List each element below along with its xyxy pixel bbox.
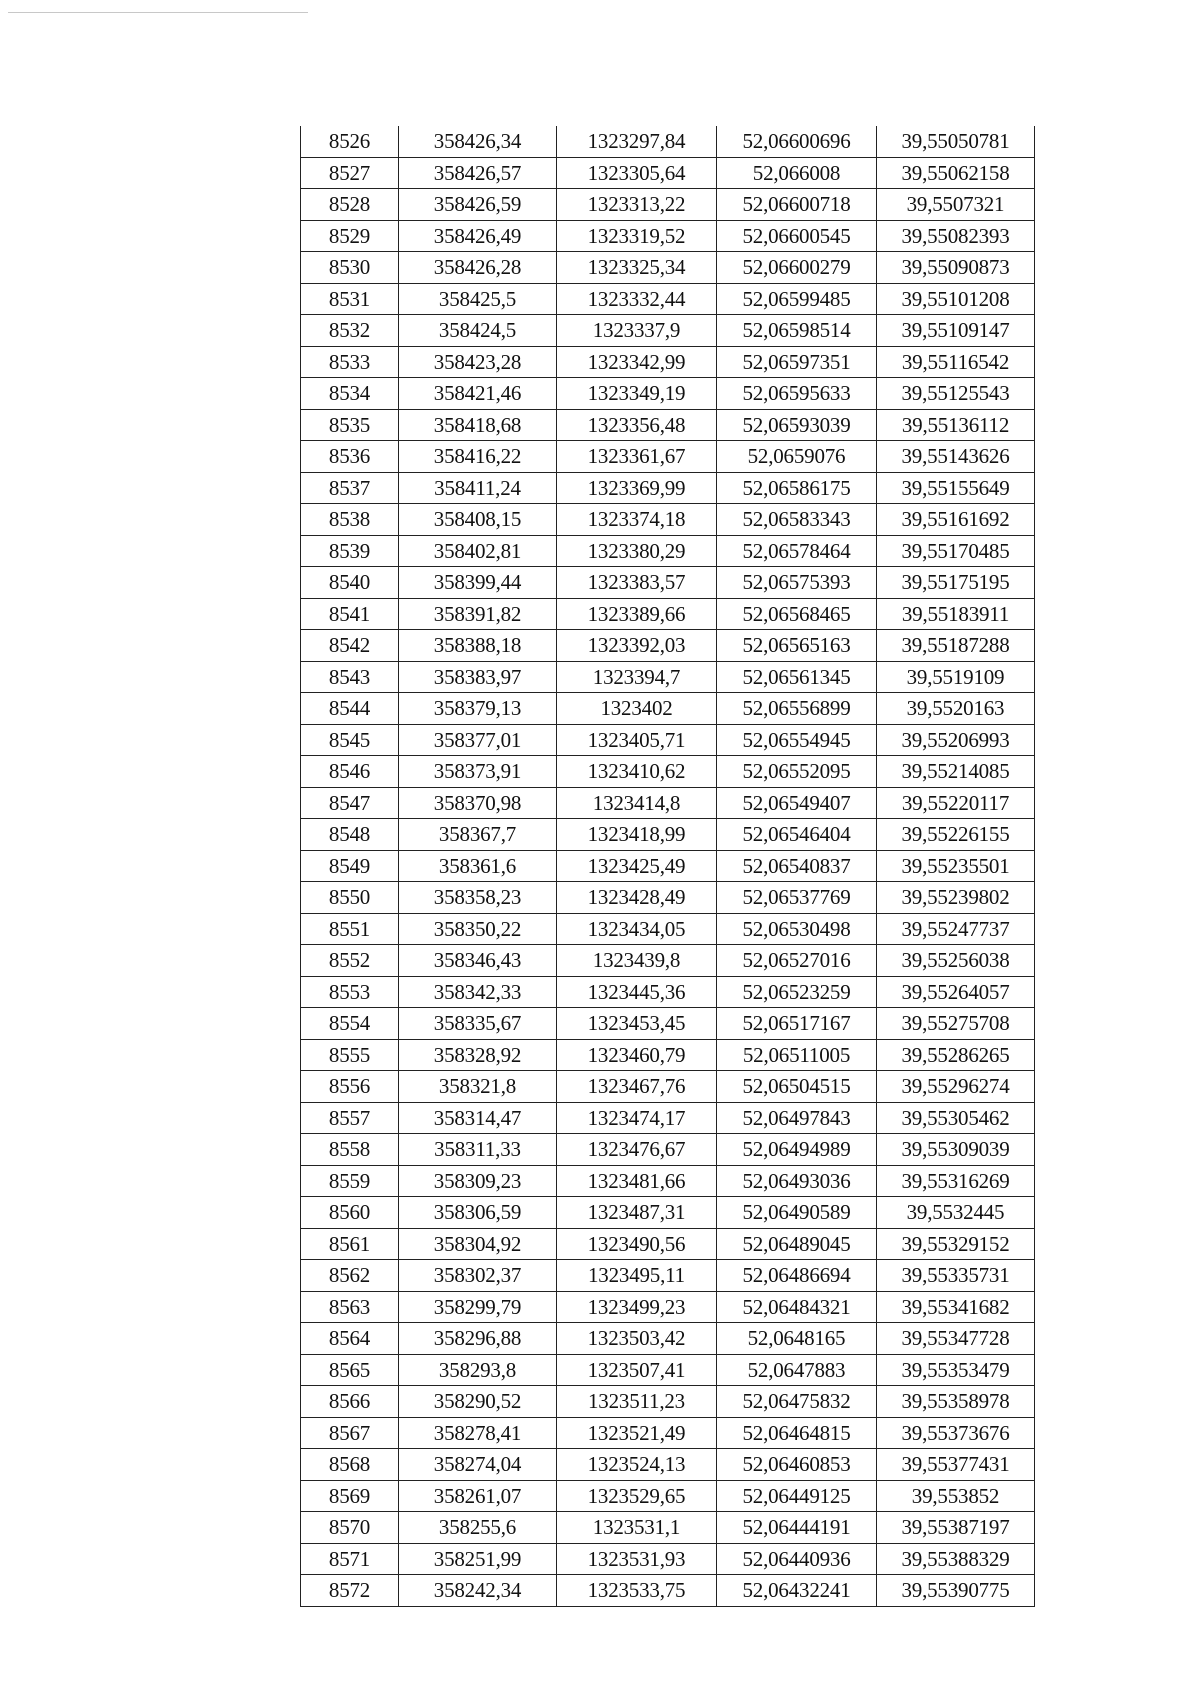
table-row — [301, 1291, 1035, 1323]
point-number-cell: 8567 — [301, 1417, 399, 1449]
x-coordinate-cell: 358302,37 — [399, 1260, 557, 1292]
x-coordinate-cell: 358426,57 — [399, 157, 557, 189]
point-number-cell: 8542 — [301, 630, 399, 662]
longitude-cell: 39,55275708 — [877, 1008, 1035, 1040]
point-number-cell: 8548 — [301, 819, 399, 851]
longitude-cell: 39,5519109 — [877, 661, 1035, 693]
y-coordinate-cell: 1323313,22 — [557, 189, 717, 221]
latitude-cell: 52,06600718 — [717, 189, 877, 221]
longitude-cell: 39,55373676 — [877, 1417, 1035, 1449]
latitude-cell: 52,06490589 — [717, 1197, 877, 1229]
latitude-cell: 52,06595633 — [717, 378, 877, 410]
longitude-cell: 39,55358978 — [877, 1386, 1035, 1418]
x-coordinate-cell: 358278,41 — [399, 1417, 557, 1449]
y-coordinate-cell: 1323414,8 — [557, 787, 717, 819]
table-row — [301, 1260, 1035, 1292]
longitude-cell: 39,55296274 — [877, 1071, 1035, 1103]
point-number-cell: 8563 — [301, 1291, 399, 1323]
y-coordinate-cell: 1323332,44 — [557, 283, 717, 315]
longitude-cell: 39,55187288 — [877, 630, 1035, 662]
y-coordinate-cell: 1323342,99 — [557, 346, 717, 378]
table-row — [301, 1575, 1035, 1607]
table-row — [301, 787, 1035, 819]
y-coordinate-cell: 1323434,05 — [557, 913, 717, 945]
x-coordinate-cell: 358309,23 — [399, 1165, 557, 1197]
point-number-cell: 8527 — [301, 157, 399, 189]
point-number-cell: 8559 — [301, 1165, 399, 1197]
latitude-cell: 52,06552095 — [717, 756, 877, 788]
scan-artifact-line — [8, 12, 308, 13]
y-coordinate-cell: 1323428,49 — [557, 882, 717, 914]
longitude-cell: 39,55136112 — [877, 409, 1035, 441]
coordinates-table — [300, 126, 1035, 1607]
y-coordinate-cell: 1323499,23 — [557, 1291, 717, 1323]
longitude-cell: 39,55170485 — [877, 535, 1035, 567]
table-row — [301, 472, 1035, 504]
x-coordinate-cell: 358251,99 — [399, 1543, 557, 1575]
table-row — [301, 1386, 1035, 1418]
y-coordinate-cell: 1323380,29 — [557, 535, 717, 567]
point-number-cell: 8565 — [301, 1354, 399, 1386]
latitude-cell: 52,06530498 — [717, 913, 877, 945]
table-row — [301, 976, 1035, 1008]
point-number-cell: 8557 — [301, 1102, 399, 1134]
y-coordinate-cell: 1323521,49 — [557, 1417, 717, 1449]
point-number-cell: 8569 — [301, 1480, 399, 1512]
point-number-cell: 8535 — [301, 409, 399, 441]
y-coordinate-cell: 1323383,57 — [557, 567, 717, 599]
table-row — [301, 1228, 1035, 1260]
latitude-cell: 52,06549407 — [717, 787, 877, 819]
y-coordinate-cell: 1323361,67 — [557, 441, 717, 473]
x-coordinate-cell: 358402,81 — [399, 535, 557, 567]
point-number-cell: 8543 — [301, 661, 399, 693]
table-row — [301, 157, 1035, 189]
table-row — [301, 252, 1035, 284]
longitude-cell: 39,5507321 — [877, 189, 1035, 221]
longitude-cell: 39,55387197 — [877, 1512, 1035, 1544]
x-coordinate-cell: 358379,13 — [399, 693, 557, 725]
longitude-cell: 39,55305462 — [877, 1102, 1035, 1134]
longitude-cell: 39,55286265 — [877, 1039, 1035, 1071]
latitude-cell: 52,06575393 — [717, 567, 877, 599]
latitude-cell: 52,06537769 — [717, 882, 877, 914]
latitude-cell: 52,06504515 — [717, 1071, 877, 1103]
x-coordinate-cell: 358261,07 — [399, 1480, 557, 1512]
longitude-cell: 39,55050781 — [877, 126, 1035, 157]
table-row — [301, 850, 1035, 882]
x-coordinate-cell: 358367,7 — [399, 819, 557, 851]
x-coordinate-cell: 358255,6 — [399, 1512, 557, 1544]
x-coordinate-cell: 358290,52 — [399, 1386, 557, 1418]
latitude-cell: 52,06527016 — [717, 945, 877, 977]
y-coordinate-cell: 1323476,67 — [557, 1134, 717, 1166]
point-number-cell: 8554 — [301, 1008, 399, 1040]
x-coordinate-cell: 358426,59 — [399, 189, 557, 221]
latitude-cell: 52,06484321 — [717, 1291, 877, 1323]
latitude-cell: 52,06523259 — [717, 976, 877, 1008]
y-coordinate-cell: 1323394,7 — [557, 661, 717, 693]
longitude-cell: 39,55206993 — [877, 724, 1035, 756]
longitude-cell: 39,55388329 — [877, 1543, 1035, 1575]
y-coordinate-cell: 1323533,75 — [557, 1575, 717, 1607]
point-number-cell: 8562 — [301, 1260, 399, 1292]
x-coordinate-cell: 358346,43 — [399, 945, 557, 977]
latitude-cell: 52,06486694 — [717, 1260, 877, 1292]
point-number-cell: 8561 — [301, 1228, 399, 1260]
latitude-cell: 52,06494989 — [717, 1134, 877, 1166]
point-number-cell: 8526 — [301, 126, 399, 157]
latitude-cell: 52,06497843 — [717, 1102, 877, 1134]
x-coordinate-cell: 358416,22 — [399, 441, 557, 473]
longitude-cell: 39,55062158 — [877, 157, 1035, 189]
latitude-cell: 52,06568465 — [717, 598, 877, 630]
y-coordinate-cell: 1323531,93 — [557, 1543, 717, 1575]
point-number-cell: 8570 — [301, 1512, 399, 1544]
y-coordinate-cell: 1323460,79 — [557, 1039, 717, 1071]
point-number-cell: 8538 — [301, 504, 399, 536]
x-coordinate-cell: 358408,15 — [399, 504, 557, 536]
table-row — [301, 724, 1035, 756]
y-coordinate-cell: 1323405,71 — [557, 724, 717, 756]
latitude-cell: 52,06600545 — [717, 220, 877, 252]
latitude-cell: 52,06475832 — [717, 1386, 877, 1418]
table-row — [301, 378, 1035, 410]
longitude-cell: 39,5532445 — [877, 1197, 1035, 1229]
y-coordinate-cell: 1323325,34 — [557, 252, 717, 284]
x-coordinate-cell: 358423,28 — [399, 346, 557, 378]
y-coordinate-cell: 1323445,36 — [557, 976, 717, 1008]
point-number-cell: 8556 — [301, 1071, 399, 1103]
y-coordinate-cell: 1323369,99 — [557, 472, 717, 504]
latitude-cell: 52,0647883 — [717, 1354, 877, 1386]
latitude-cell: 52,06554945 — [717, 724, 877, 756]
y-coordinate-cell: 1323511,23 — [557, 1386, 717, 1418]
latitude-cell: 52,06540837 — [717, 850, 877, 882]
table-row — [301, 630, 1035, 662]
table-row — [301, 535, 1035, 567]
table-row — [301, 945, 1035, 977]
x-coordinate-cell: 358306,59 — [399, 1197, 557, 1229]
latitude-cell: 52,06593039 — [717, 409, 877, 441]
y-coordinate-cell: 1323524,13 — [557, 1449, 717, 1481]
latitude-cell: 52,06565163 — [717, 630, 877, 662]
y-coordinate-cell: 1323529,65 — [557, 1480, 717, 1512]
latitude-cell: 52,06586175 — [717, 472, 877, 504]
y-coordinate-cell: 1323389,66 — [557, 598, 717, 630]
x-coordinate-cell: 358383,97 — [399, 661, 557, 693]
latitude-cell: 52,06493036 — [717, 1165, 877, 1197]
x-coordinate-cell: 358293,8 — [399, 1354, 557, 1386]
longitude-cell: 39,55316269 — [877, 1165, 1035, 1197]
point-number-cell: 8551 — [301, 913, 399, 945]
table-row — [301, 913, 1035, 945]
x-coordinate-cell: 358424,5 — [399, 315, 557, 347]
x-coordinate-cell: 358274,04 — [399, 1449, 557, 1481]
latitude-cell: 52,06460853 — [717, 1449, 877, 1481]
latitude-cell: 52,06489045 — [717, 1228, 877, 1260]
y-coordinate-cell: 1323467,76 — [557, 1071, 717, 1103]
point-number-cell: 8544 — [301, 693, 399, 725]
x-coordinate-cell: 358242,34 — [399, 1575, 557, 1607]
x-coordinate-cell: 358425,5 — [399, 283, 557, 315]
table-row — [301, 1197, 1035, 1229]
y-coordinate-cell: 1323349,19 — [557, 378, 717, 410]
longitude-cell: 39,55329152 — [877, 1228, 1035, 1260]
table-row — [301, 1512, 1035, 1544]
point-number-cell: 8539 — [301, 535, 399, 567]
point-number-cell: 8540 — [301, 567, 399, 599]
latitude-cell: 52,06432241 — [717, 1575, 877, 1607]
longitude-cell: 39,55161692 — [877, 504, 1035, 536]
latitude-cell: 52,06600696 — [717, 126, 877, 157]
x-coordinate-cell: 358418,68 — [399, 409, 557, 441]
y-coordinate-cell: 1323337,9 — [557, 315, 717, 347]
x-coordinate-cell: 358399,44 — [399, 567, 557, 599]
longitude-cell: 39,55116542 — [877, 346, 1035, 378]
table-row — [301, 882, 1035, 914]
longitude-cell: 39,55390775 — [877, 1575, 1035, 1607]
point-number-cell: 8529 — [301, 220, 399, 252]
table-row — [301, 567, 1035, 599]
latitude-cell: 52,06600279 — [717, 252, 877, 284]
x-coordinate-cell: 358391,82 — [399, 598, 557, 630]
point-number-cell: 8571 — [301, 1543, 399, 1575]
table-row — [301, 661, 1035, 693]
latitude-cell: 52,06444191 — [717, 1512, 877, 1544]
y-coordinate-cell: 1323531,1 — [557, 1512, 717, 1544]
point-number-cell: 8555 — [301, 1039, 399, 1071]
table-row — [301, 441, 1035, 473]
x-coordinate-cell: 358321,8 — [399, 1071, 557, 1103]
latitude-cell: 52,06578464 — [717, 535, 877, 567]
longitude-cell: 39,55155649 — [877, 472, 1035, 504]
x-coordinate-cell: 358335,67 — [399, 1008, 557, 1040]
point-number-cell: 8533 — [301, 346, 399, 378]
y-coordinate-cell: 1323356,48 — [557, 409, 717, 441]
coordinates-table-body — [301, 126, 1035, 1606]
table-row — [301, 756, 1035, 788]
point-number-cell: 8536 — [301, 441, 399, 473]
point-number-cell: 8530 — [301, 252, 399, 284]
table-row — [301, 1417, 1035, 1449]
point-number-cell: 8572 — [301, 1575, 399, 1607]
x-coordinate-cell: 358350,22 — [399, 913, 557, 945]
y-coordinate-cell: 1323495,11 — [557, 1260, 717, 1292]
y-coordinate-cell: 1323392,03 — [557, 630, 717, 662]
longitude-cell: 39,55247737 — [877, 913, 1035, 945]
latitude-cell: 52,06449125 — [717, 1480, 877, 1512]
longitude-cell: 39,55341682 — [877, 1291, 1035, 1323]
longitude-cell: 39,55101208 — [877, 283, 1035, 315]
table-row — [301, 598, 1035, 630]
x-coordinate-cell: 358304,92 — [399, 1228, 557, 1260]
table-row — [301, 126, 1035, 157]
longitude-cell: 39,55082393 — [877, 220, 1035, 252]
y-coordinate-cell: 1323453,45 — [557, 1008, 717, 1040]
longitude-cell: 39,55264057 — [877, 976, 1035, 1008]
longitude-cell: 39,5520163 — [877, 693, 1035, 725]
latitude-cell: 52,06597351 — [717, 346, 877, 378]
x-coordinate-cell: 358411,24 — [399, 472, 557, 504]
table-row — [301, 220, 1035, 252]
latitude-cell: 52,06561345 — [717, 661, 877, 693]
y-coordinate-cell: 1323507,41 — [557, 1354, 717, 1386]
y-coordinate-cell: 1323481,66 — [557, 1165, 717, 1197]
y-coordinate-cell: 1323474,17 — [557, 1102, 717, 1134]
latitude-cell: 52,0659076 — [717, 441, 877, 473]
y-coordinate-cell: 1323418,99 — [557, 819, 717, 851]
point-number-cell: 8541 — [301, 598, 399, 630]
latitude-cell: 52,06556899 — [717, 693, 877, 725]
point-number-cell: 8528 — [301, 189, 399, 221]
longitude-cell: 39,55090873 — [877, 252, 1035, 284]
y-coordinate-cell: 1323297,84 — [557, 126, 717, 157]
y-coordinate-cell: 1323439,8 — [557, 945, 717, 977]
latitude-cell: 52,06546404 — [717, 819, 877, 851]
longitude-cell: 39,55256038 — [877, 945, 1035, 977]
table-row — [301, 189, 1035, 221]
x-coordinate-cell: 358361,6 — [399, 850, 557, 882]
y-coordinate-cell: 1323402 — [557, 693, 717, 725]
point-number-cell: 8568 — [301, 1449, 399, 1481]
point-number-cell: 8534 — [301, 378, 399, 410]
table-row — [301, 283, 1035, 315]
point-number-cell: 8545 — [301, 724, 399, 756]
x-coordinate-cell: 358296,88 — [399, 1323, 557, 1355]
x-coordinate-cell: 358426,49 — [399, 220, 557, 252]
table-row — [301, 1480, 1035, 1512]
table-row — [301, 1354, 1035, 1386]
longitude-cell: 39,55109147 — [877, 315, 1035, 347]
longitude-cell: 39,55353479 — [877, 1354, 1035, 1386]
longitude-cell: 39,55226155 — [877, 819, 1035, 851]
x-coordinate-cell: 358426,34 — [399, 126, 557, 157]
y-coordinate-cell: 1323425,49 — [557, 850, 717, 882]
table-row — [301, 693, 1035, 725]
x-coordinate-cell: 358421,46 — [399, 378, 557, 410]
point-number-cell: 8537 — [301, 472, 399, 504]
x-coordinate-cell: 358299,79 — [399, 1291, 557, 1323]
x-coordinate-cell: 358342,33 — [399, 976, 557, 1008]
latitude-cell: 52,066008 — [717, 157, 877, 189]
x-coordinate-cell: 358328,92 — [399, 1039, 557, 1071]
point-number-cell: 8550 — [301, 882, 399, 914]
latitude-cell: 52,06517167 — [717, 1008, 877, 1040]
point-number-cell: 8558 — [301, 1134, 399, 1166]
x-coordinate-cell: 358358,23 — [399, 882, 557, 914]
longitude-cell: 39,553852 — [877, 1480, 1035, 1512]
x-coordinate-cell: 358370,98 — [399, 787, 557, 819]
table-row — [301, 1449, 1035, 1481]
table-row — [301, 1071, 1035, 1103]
longitude-cell: 39,55377431 — [877, 1449, 1035, 1481]
longitude-cell: 39,55309039 — [877, 1134, 1035, 1166]
point-number-cell: 8546 — [301, 756, 399, 788]
y-coordinate-cell: 1323410,62 — [557, 756, 717, 788]
table-row — [301, 1102, 1035, 1134]
point-number-cell: 8564 — [301, 1323, 399, 1355]
longitude-cell: 39,55347728 — [877, 1323, 1035, 1355]
longitude-cell: 39,55143626 — [877, 441, 1035, 473]
table-row — [301, 1134, 1035, 1166]
longitude-cell: 39,55183911 — [877, 598, 1035, 630]
longitude-cell: 39,55175195 — [877, 567, 1035, 599]
longitude-cell: 39,55220117 — [877, 787, 1035, 819]
longitude-cell: 39,55214085 — [877, 756, 1035, 788]
x-coordinate-cell: 358311,33 — [399, 1134, 557, 1166]
longitude-cell: 39,55235501 — [877, 850, 1035, 882]
table-row — [301, 346, 1035, 378]
y-coordinate-cell: 1323374,18 — [557, 504, 717, 536]
latitude-cell: 52,06511005 — [717, 1039, 877, 1071]
x-coordinate-cell: 358373,91 — [399, 756, 557, 788]
table-row — [301, 1039, 1035, 1071]
table-row — [301, 315, 1035, 347]
latitude-cell: 52,06598514 — [717, 315, 877, 347]
latitude-cell: 52,06440936 — [717, 1543, 877, 1575]
x-coordinate-cell: 358426,28 — [399, 252, 557, 284]
longitude-cell: 39,55239802 — [877, 882, 1035, 914]
y-coordinate-cell: 1323305,64 — [557, 157, 717, 189]
x-coordinate-cell: 358314,47 — [399, 1102, 557, 1134]
y-coordinate-cell: 1323490,56 — [557, 1228, 717, 1260]
y-coordinate-cell: 1323503,42 — [557, 1323, 717, 1355]
point-number-cell: 8549 — [301, 850, 399, 882]
point-number-cell: 8531 — [301, 283, 399, 315]
point-number-cell: 8566 — [301, 1386, 399, 1418]
y-coordinate-cell: 1323319,52 — [557, 220, 717, 252]
table-row — [301, 1008, 1035, 1040]
table-row — [301, 819, 1035, 851]
latitude-cell: 52,06464815 — [717, 1417, 877, 1449]
table-row — [301, 1543, 1035, 1575]
point-number-cell: 8532 — [301, 315, 399, 347]
point-number-cell: 8560 — [301, 1197, 399, 1229]
table-row — [301, 1323, 1035, 1355]
longitude-cell: 39,55125543 — [877, 378, 1035, 410]
point-number-cell: 8547 — [301, 787, 399, 819]
point-number-cell: 8552 — [301, 945, 399, 977]
latitude-cell: 52,0648165 — [717, 1323, 877, 1355]
x-coordinate-cell: 358377,01 — [399, 724, 557, 756]
table-row — [301, 504, 1035, 536]
table-row — [301, 409, 1035, 441]
coordinates-table-container — [300, 126, 1034, 1607]
x-coordinate-cell: 358388,18 — [399, 630, 557, 662]
latitude-cell: 52,06599485 — [717, 283, 877, 315]
point-number-cell: 8553 — [301, 976, 399, 1008]
table-row — [301, 1165, 1035, 1197]
latitude-cell: 52,06583343 — [717, 504, 877, 536]
longitude-cell: 39,55335731 — [877, 1260, 1035, 1292]
y-coordinate-cell: 1323487,31 — [557, 1197, 717, 1229]
